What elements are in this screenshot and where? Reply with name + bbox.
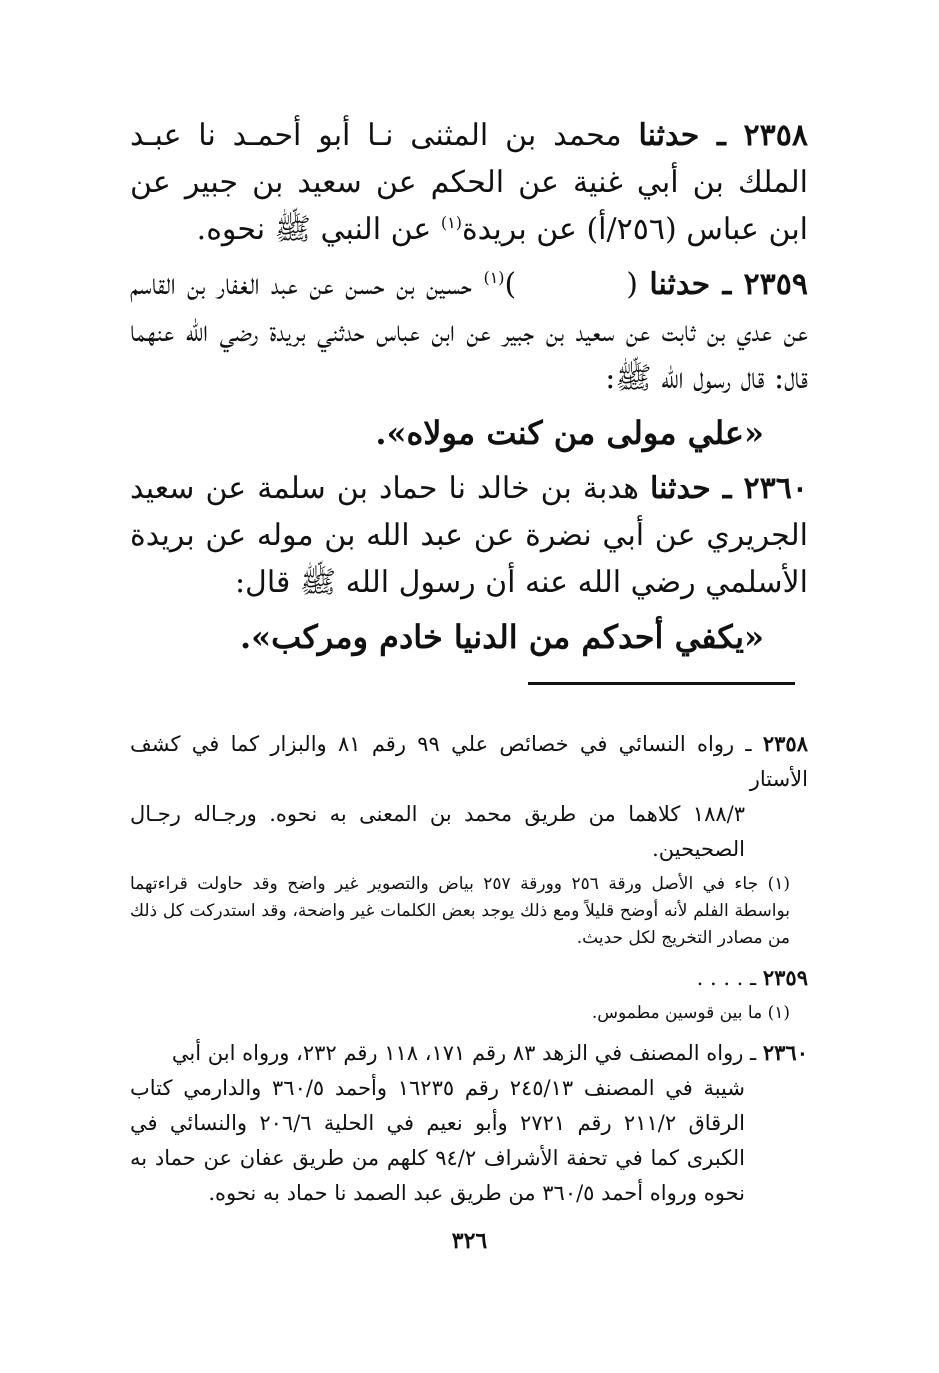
- note-2359: ٢٣٥٩ ـ . . . .: [696, 965, 808, 990]
- hadith-number: ٢٣٥٩: [743, 267, 808, 302]
- notes-section: [130, 726, 808, 1213]
- note-text: رواه النسائي في خصائص علي ٩٩ رقم ٨١ والبزار كما في كشف الأستار: [130, 732, 808, 791]
- note-2358: ٢٣٥٨ ـ رواه النسائي في خصائص علي ٩٩ رقم ٨١ والبزار كما في كشف الأستار ١٨٨/٣ كلاهما من طريق محمد بن المعنى به نحوه. ورجـاله رجـال الصحيحين.: [130, 726, 808, 867]
- hadith-text: حسين بن حسن عن عبد الغفار بن القاسم عن عدي بن ثابت عن سعيد بن جبير عن ابن عباس حدثني بريدة رضي الله عنهما قال: قال رسول الله ﷺ:: [130, 267, 808, 396]
- hadith-quote: «يكفي أحدكم من الدنيا خادم ومركب».: [239, 618, 764, 656]
- hadith-text-end: عن النبي ﷺ نحوه.: [196, 212, 441, 247]
- note-number: ٢٣٥٩: [762, 965, 808, 990]
- narration-keyword: حدثنا: [649, 267, 711, 302]
- footnote: (١) جاء في الأصل ورقة ٢٥٦ وورقة ٢٥٧ بياض والتصوير غير واضح وقد حاولت قراءتهما بواسطة الفلم لأنه أوضح قليلاً ومع ذلك يوجد بعض الكلمات غير واضحة، وقد استدركت كل ذلك من مصادر التخريج لكل حديث.: [130, 874, 790, 948]
- hadith-text: محمد بن المثنى نـا أبو أحمـد نا عبـد الملك بن أبي غنية عن الحكم عن سعيد بن جبير عن ابن عباس (٢٥٦/أ) عن بريدة: [130, 118, 808, 247]
- narration-keyword: حدثنا: [649, 471, 711, 506]
- open-paren: (: [626, 267, 638, 302]
- hadith-2360: ٢٣٦٠ ـ حدثنا هدبة بن خالد نا حماد بن سلمة عن سعيد الجريري عن أبي نضرة عن عبد الله بن موله عن بريدة الأسلمي رضي الله عنه أن رسول الله ﷺ قال:: [130, 471, 808, 600]
- hadith-quote: «علي مولى من كنت مولاه».: [375, 414, 764, 452]
- hadith-text: هدبة بن خالد نا حماد بن سلمة عن سعيد الجريري عن أبي نضرة عن عبد الله بن موله عن بريدة الأسلمي رضي الله عنه أن رسول الله ﷺ قال:: [130, 471, 808, 600]
- note-text: . . . .: [696, 966, 744, 990]
- note-text: رواه المصنف في الزهد ٨٣ رقم ١٧١، ١١٨ رقم ٢٣٢، ورواه ابن أبي: [171, 1041, 744, 1065]
- footnote-divider: [528, 682, 795, 685]
- note-text-cont: شيبة في المصنف ٢٤٥/١٣ رقم ١٦٢٣٥ وأحمد ٣٦٠/٥ والدارمي كتاب الرقاق ٢١١/٢ رقم ٢٧٢١ وأبو نعيم في الحلية ٢٠٦/٦ والنسائي في الكبرى كما في تحفة الأشراف ٩٤/٢ كلهم من طريق عفان عن حماد به نحوه ورواه أحمد ٣٦٠/٥ من طريق عبد الصمد نا حماد به نحوه.: [130, 1076, 745, 1205]
- hadith-number: ٢٣٦٠: [743, 471, 808, 506]
- footnote: (١) ما بين قوسين مطموس.: [591, 1003, 790, 1023]
- close-paren: ): [504, 267, 517, 302]
- hadith-2359: ٢٣٥٩ ـ حدثنا ()$^{(١)}$ حسين بن حسن عن عبد الغفار بن القاسم عن عدي بن ثابت عن سعيد بن جبير عن ابن عباس حدثني بريدة رضي الله عنهما قال: قال رسول الله ﷺ:: [130, 267, 808, 396]
- narration-keyword: حدثنا: [638, 118, 700, 153]
- hadith-number: ٢٣٥٨: [743, 118, 808, 153]
- hadith-2358: ٢٣٥٨ ـ حدثنا محمد بن المثنى نـا أبو أحمـد نا عبـد الملك بن أبي غنية عن الحكم عن سعيد بن جبير عن ابن عباس (٢٥٦/أ) عن بريدة$^{(١)}$ عن النبي ﷺ نحوه.: [130, 118, 808, 247]
- note-number: ٢٣٦٠: [762, 1040, 808, 1065]
- note-number: ٢٣٥٨: [762, 731, 808, 756]
- footnote-marker: (١): [483, 268, 505, 287]
- hadith-section: [130, 112, 808, 669]
- page-number: ٣٢٦: [451, 1228, 488, 1254]
- footnote-marker: (١): [440, 213, 462, 232]
- note-text-cont: ١٨٨/٣ كلاهما من طريق محمد بن المعنى به نحوه. ورجـاله رجـال الصحيحين.: [130, 802, 745, 861]
- note-2360: ٢٣٦٠ ـ رواه المصنف في الزهد ٨٣ رقم ١٧١، ١١٨ رقم ٢٣٢، ورواه ابن أبي شيبة في المصنف ٢٤٥/١٣ رقم ١٦٢٣٥ وأحمد ٣٦٠/٥ والدارمي كتاب الرقاق ٢١١/٢ رقم ٢٧٢١ وأبو نعيم في الحلية ٢٠٦/٦ والنسائي في الكبرى كما في تحفة الأشراف ٩٤/٢ كلهم من طريق عفان عن حماد به نحوه ورواه أحمد ٣٦٠/٥ من طريق عبد الصمد نا حماد به نحوه.: [130, 1035, 808, 1211]
